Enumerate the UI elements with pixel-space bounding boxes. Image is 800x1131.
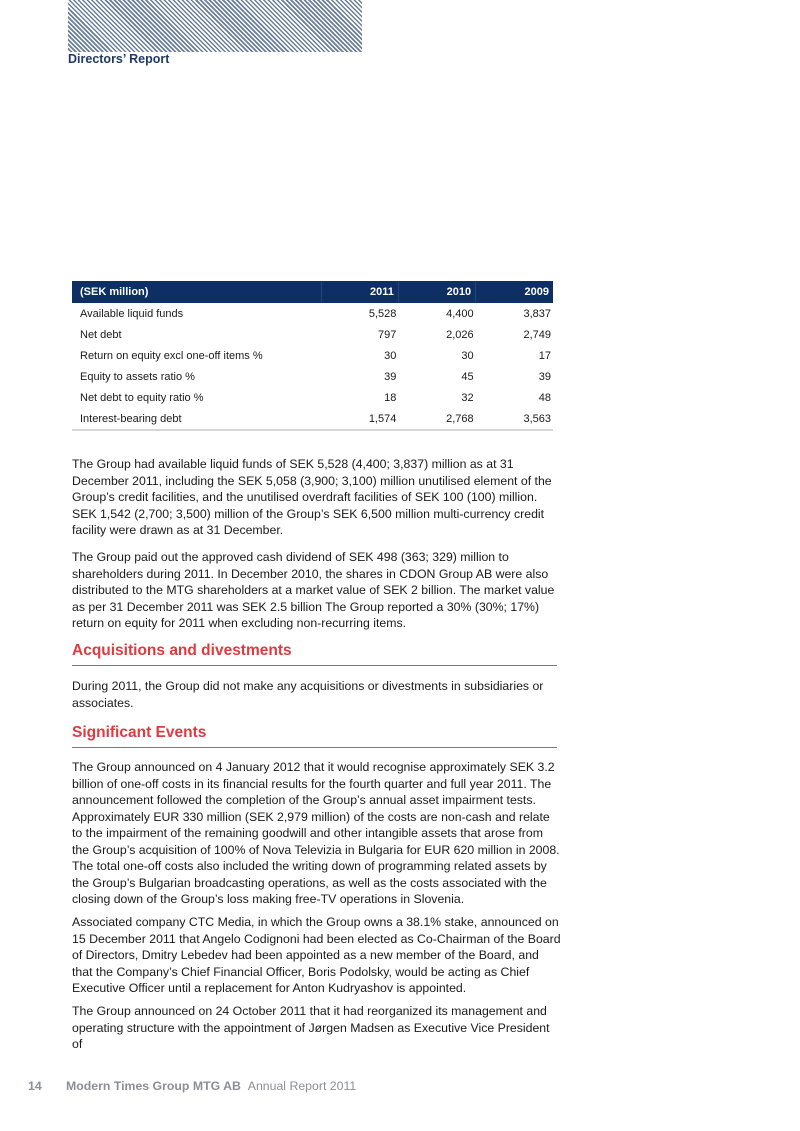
paragraph-text: The Group paid out the approved cash dividend of SEK 498 (363; 329) million to shareholders during 2011. In December 2010, the shares in CDON Group AB were also distributed to the MTG shareholders at a market value of SEK 2 billion. The market value as per 31 December 2011 was SEK 2.5 billion The Group reported a 30% (30%; 17%) return on equity for 2011 when excluding non-recurring items. <box>72 550 555 630</box>
paragraph-text: The Group had available liquid funds of SEK 5,528 (4,400; 3,837) million as at 31 December 2011, including the SEK 5,058 (3,900; 3,100) million unutilised element of the Group’s credit facilities, and the unutilised overdraft facilities of SEK 100 (100) million. SEK 1,542 (2,700; 3,500) million of the Group’s SEK 6,500 million multi-currency credit facility were drawn as at 31 December. <box>72 457 552 537</box>
table-row <box>72 366 553 387</box>
column-header-2009: 2009 <box>476 281 553 303</box>
section-label: Directors’ Report <box>68 52 170 66</box>
table-row <box>72 387 553 408</box>
page-footer <box>28 1079 356 1093</box>
acquisitions-paragraph <box>72 678 562 711</box>
cell-2010: 4,400 <box>446 307 474 320</box>
row-label: Return on equity excl one-off items % <box>80 349 263 362</box>
paragraph-text: The Group announced on 24 October 2011 that it had reorganized its management and operating structure with the appointment of Jørgen Madsen as Executive Vice President of <box>72 1004 550 1051</box>
cell-2011: 797 <box>377 328 397 341</box>
table-row <box>72 408 553 430</box>
column-header-2011: 2011 <box>321 281 398 303</box>
cell-2009: 17 <box>538 349 551 362</box>
column-header-label: (SEK million) <box>72 281 321 303</box>
liquidity-paragraph <box>72 456 562 539</box>
events-paragraph-2 <box>72 914 562 997</box>
cell-2011: 5,528 <box>368 307 397 320</box>
dividend-paragraph <box>72 549 562 632</box>
heading-significant-events: Significant Events <box>72 724 557 748</box>
table-row <box>72 324 553 345</box>
table-header-row <box>72 281 553 303</box>
paragraph-text: The Group announced on 4 January 2012 that it would recognise approximately SEK 3.2 billion of one-off costs in its financial results for the fourth quarter and full year 2011. The announcement followed the completion of the Group’s annual asset impairment tests. Approximately EUR 330 million (SEK 2,979 million) of the costs are non-cash and relate to the impairment of the remaining goodwill and other intangible assets that arose from the Group’s acquisition of 100% of Nova Televizia in Bulgaria for EUR 620 million in 2008. The total one-off costs also included the writing down of programming related assets by the Group’s Bulgarian broadcasting operations, as well as the costs associated with the closing down of the Group’s loss making free-TV operations in Slovenia. <box>72 760 560 906</box>
cell-2010: 2,026 <box>446 328 474 341</box>
table-row <box>72 303 553 324</box>
row-label: Equity to assets ratio % <box>80 370 195 383</box>
cell-2009: 48 <box>538 391 551 404</box>
footer-report: Annual Report 2011 <box>247 1079 357 1093</box>
cell-2010: 30 <box>461 349 474 362</box>
heading-acquisitions: Acquisitions and divestments <box>72 642 557 666</box>
cell-2009: 39 <box>538 370 551 383</box>
paragraph-text: During 2011, the Group did not make any acquisitions or divestments in subsidiaries or associates. <box>72 679 544 710</box>
page-number: 14 <box>28 1079 42 1093</box>
cell-2011: 1,574 <box>321 408 398 430</box>
events-paragraph-3 <box>72 1003 562 1053</box>
cell-2010: 32 <box>461 391 474 404</box>
cell-2009: 2,749 <box>523 328 551 341</box>
column-header-2010: 2010 <box>398 281 475 303</box>
cell-2010: 45 <box>461 370 474 383</box>
header-hatch-pattern <box>68 0 362 52</box>
cell-2011: 39 <box>384 370 397 383</box>
row-label: Available liquid funds <box>80 307 184 320</box>
cell-2011: 30 <box>384 349 397 362</box>
financial-kpi-table <box>72 281 553 431</box>
paragraph-text: Associated company CTC Media, in which the Group owns a 38.1% stake, announced on 15 December 2011 that Angelo Codignoni had been elected as Co-Chairman of the Board of Directors, Dmitry Lebedev had been appointed as a new member of the Board, and that the Company’s Chief Financial Officer, Boris Podolsky, would be acting as Chief Executive Officer until a replacement for Anton Kudryashov is appointed. <box>72 915 561 995</box>
events-paragraph-1 <box>72 759 562 908</box>
row-label: Interest-bearing debt <box>72 408 321 430</box>
cell-2009: 3,837 <box>523 307 551 320</box>
table-row <box>72 345 553 366</box>
cell-2010: 2,768 <box>398 408 475 430</box>
footer-company: Modern Times Group MTG AB <box>66 1079 241 1093</box>
cell-2011: 18 <box>384 391 397 404</box>
row-label: Net debt to equity ratio % <box>80 391 204 404</box>
row-label: Net debt <box>80 328 122 341</box>
cell-2009: 3,563 <box>476 408 553 430</box>
